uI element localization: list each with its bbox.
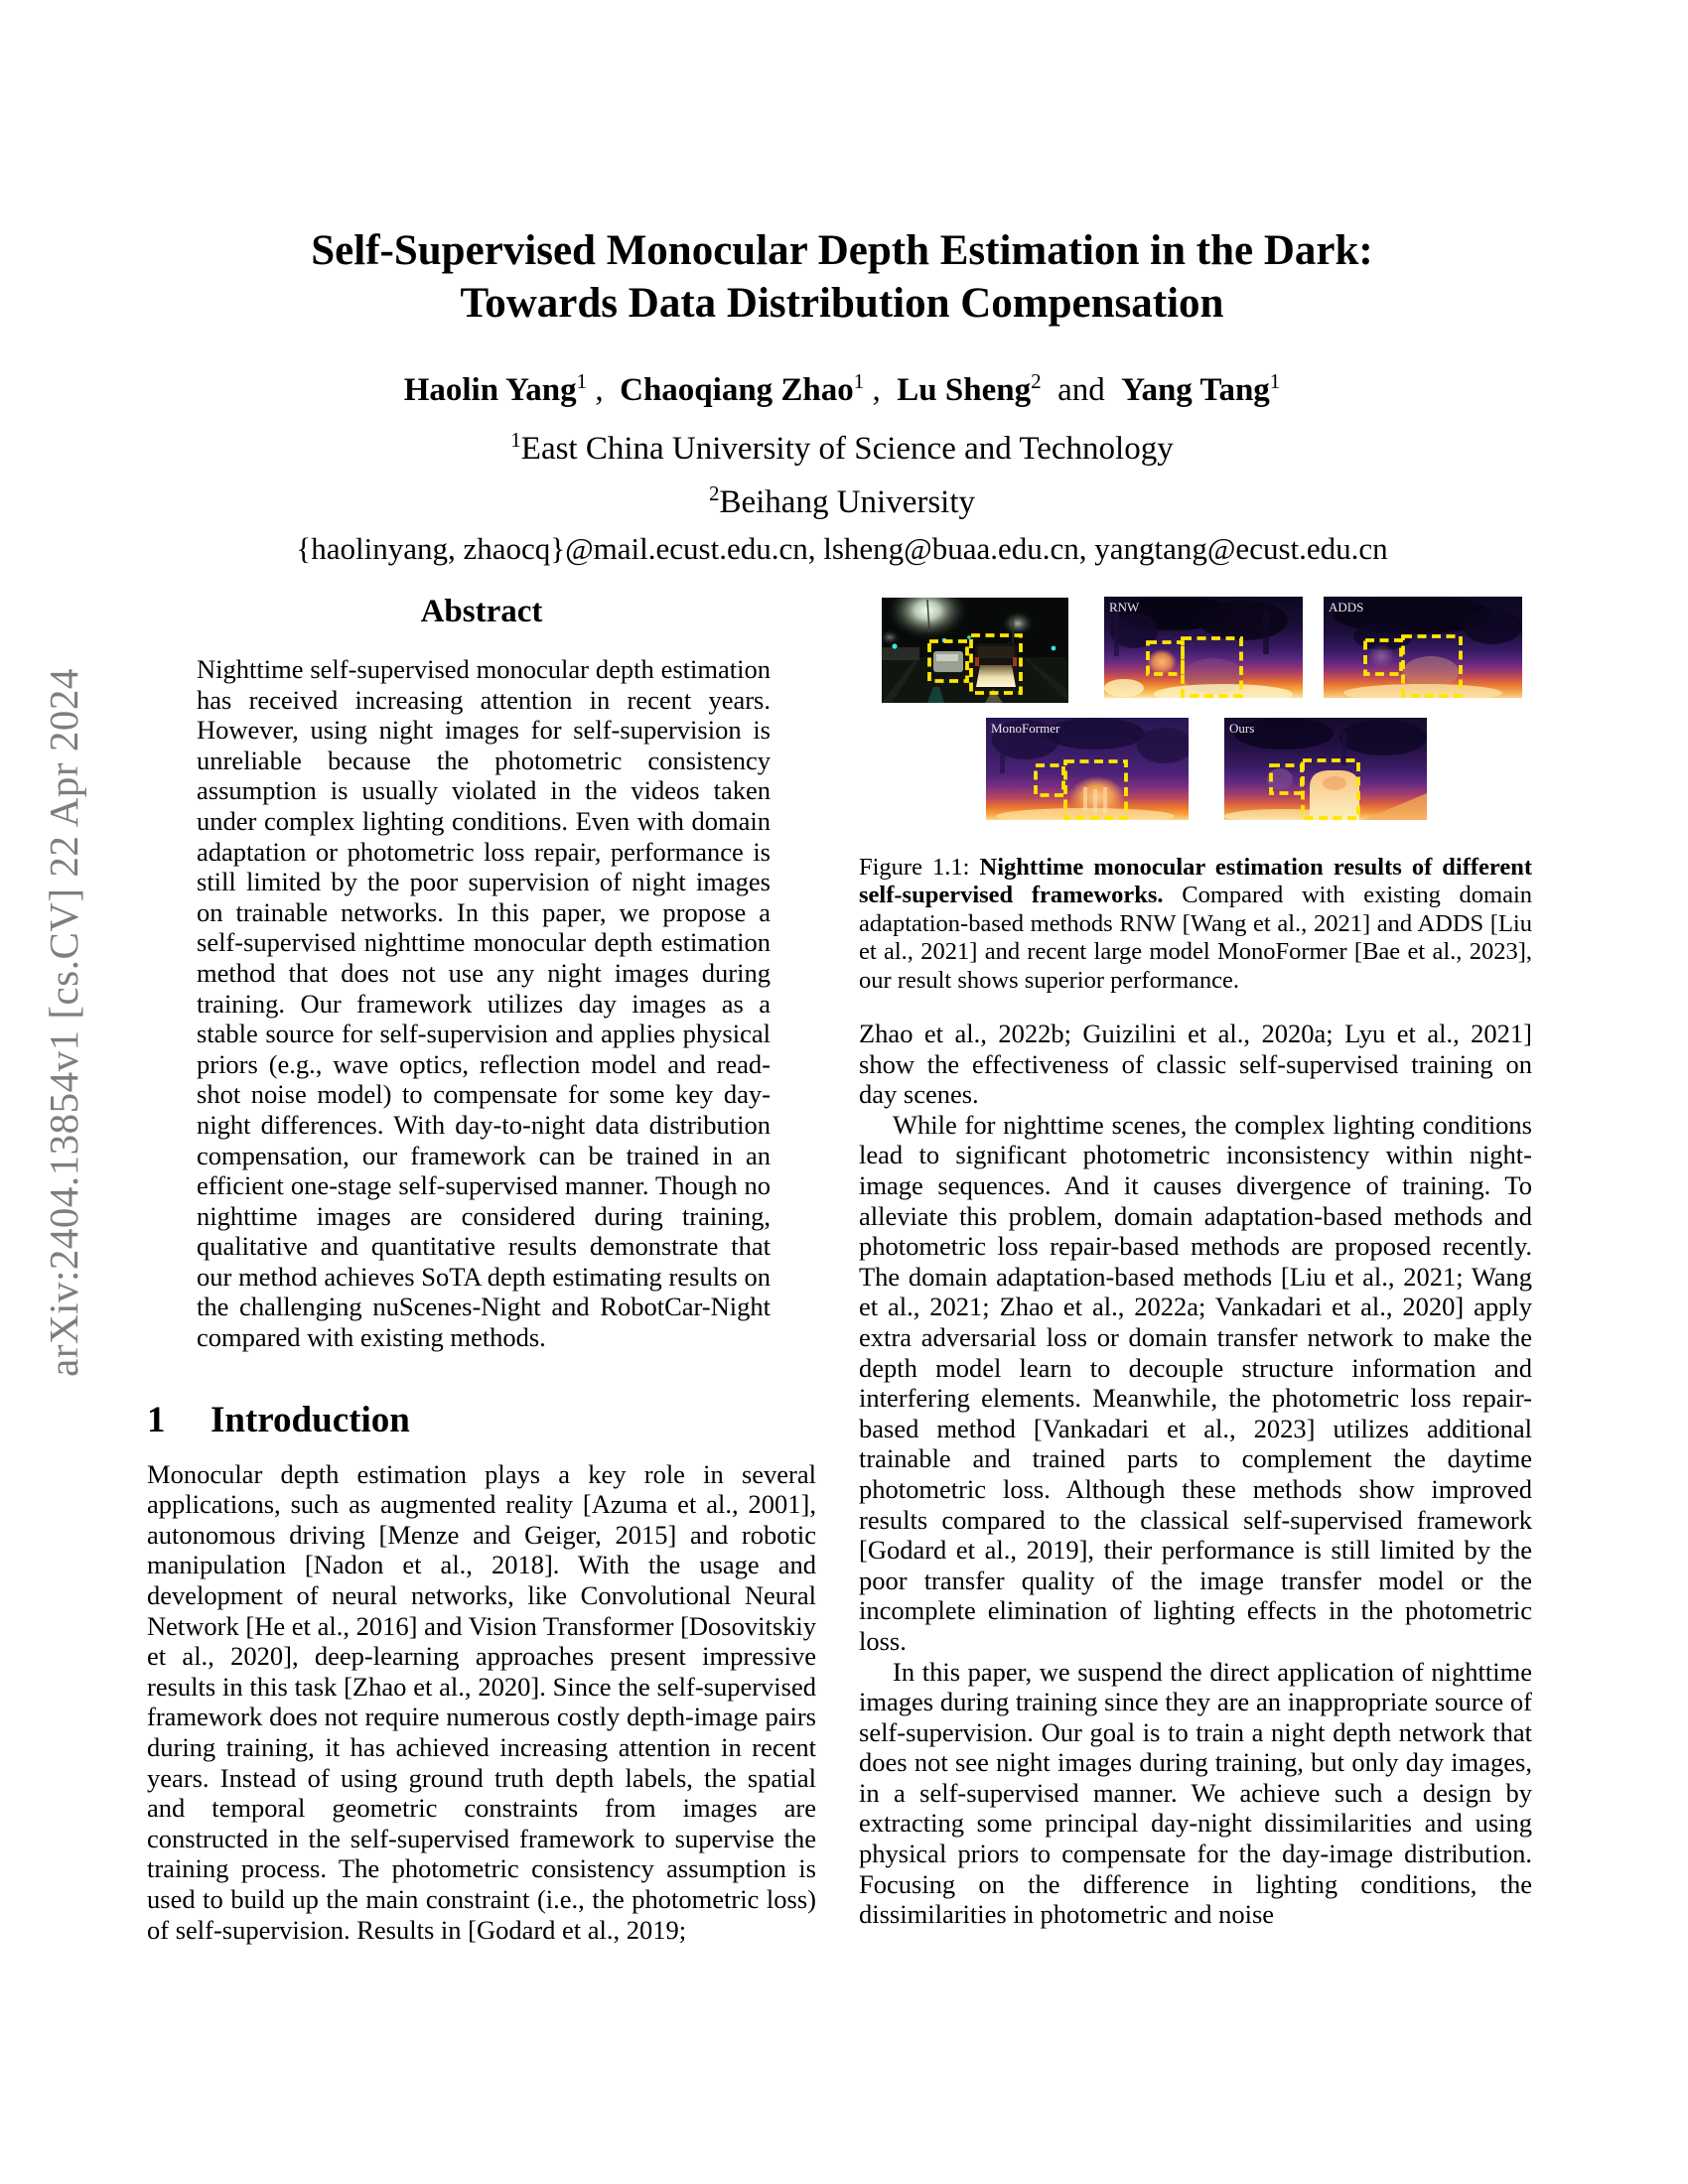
section-title: Introduction (211, 1399, 410, 1440)
depth-map-rnw (1104, 597, 1303, 698)
affiliation-list (149, 418, 1535, 525)
figure-caption (859, 854, 1532, 995)
depth-map-label-adds: ADDS (1329, 600, 1364, 614)
author-list (149, 359, 1535, 412)
abstract-heading: Abstract (420, 594, 543, 629)
paper-title (149, 224, 1535, 330)
author: Yang Tang$^1$ (1121, 369, 1281, 408)
body-paragraph: Zhao et al., 2022b; Guizilini et al., 2020a; Lyu et al., 2021] show the effectiveness of classic self-supervised training on day scenes. (859, 1019, 1532, 1110)
affiliation: $^2$Beihang University (708, 481, 976, 520)
left-column (147, 594, 816, 1945)
author: Chaoqiang Zhao$^1$ , (620, 369, 898, 408)
section-number: 1 (147, 1399, 166, 1440)
paper-title-line1: Self-Supervised Monocular Depth Estimation in the Dark: (311, 227, 1373, 274)
paper-title-line2: Towards Data Distribution Compensation (460, 280, 1224, 327)
depth-map-ours (1224, 718, 1427, 820)
section-heading-introduction (147, 1399, 816, 1441)
right-column (859, 591, 1532, 1930)
email-line: {haolinyang, zhaocq}@mail.ecust.edu.cn, lsheng@buaa.edu.cn, yangtang@ecust.edu.cn (296, 531, 1388, 566)
body-paragraph: While for nighttime scenes, the complex lighting conditions lead to significant photometric inconsistency within night-image sequences. And it causes divergence of training. To alleviate this problem, domain adaptation-based methods and photometric loss repair-based methods are proposed recently. The domain adaptation-based methods [Liu et al., 2021; Wang et al., 2021; Zhao et al., 2022a; Vankadari et al., 2020] apply extra adversarial loss or domain transfer network to make the depth model learn to decouple structure information and interfering elements. Meanwhile, the photometric loss repair-based method [Vankadari et al., 2023] utilizes additional trainable and trained parts to complement the daytime photometric loss. Although these methods show improved results compared to the classical self-supervised framework [Godard et al., 2019], their performance is still limited by the poor transfer quality of the image transfer model or the incomplete elimination of lighting effects in the photometric loss. (859, 1109, 1532, 1656)
paper-header (149, 0, 1535, 571)
body-paragraph: In this paper, we suspend the direct application of nighttime images during training since they are an inappropriate source of self-supervision. Our goal is to train a night depth network that does not see night images during training, but only day images, in a self-supervised manner. We achieve such a design by extracting some principal day-night dissimilarities and using physical priors to compensate for the day-image distribution. Focusing on the difference in lighting conditions, the dissimilarities in photometric and noise (859, 1656, 1532, 1930)
figure-caption-prefix: Figure 1.1: (859, 854, 980, 881)
depth-map-label-ours: Ours (1229, 721, 1255, 736)
depth-map-adds (1324, 597, 1522, 698)
figure-1-1 (859, 591, 1532, 820)
author: Haolin Yang$^1$ , (403, 369, 621, 408)
depth-map-label-rnw: RNW (1109, 600, 1140, 614)
figure-caption-rest: Compared with existing domain adaptation-based methods RNW [Wang et al., 2021] and ADDS [Liu et al., 2021] and recent large model MonoFormer [Bae et al., 2023], our result shows superior performance. (859, 882, 1532, 994)
abstract-text: Nighttime self-supervised monocular depth estimation has received increasing attention in recent years. However, using night images for self-supervision is unreliable because the photometric consistency assumption is usually violated in the videos taken under complex lighting conditions. Even with domain adaptation or photometric loss repair, performance is still limited by the poor supervision of night images on trainable networks. In this paper, we propose a self-supervised nighttime monocular depth estimation method that does not use any night images during training. Our framework utilizes day images as a stable source for self-supervision and applies physical priors (e.g., wave optics, reflection model and read-shot noise model) to compensate for some key day-night differences. With day-to-night data distribution compensation, our framework can be trained in an efficient one-stage self-supervised manner. Though no nighttime images are considered during training, qualitative and quantitative results demonstrate that our method achieves SoTA depth estimating results on the challenging nuScenes-Night and RobotCar-Night compared with existing methods. (197, 654, 771, 1353)
affiliation: $^1$East China University of Science and Technology (510, 428, 1174, 467)
depth-map-label-monoformer: MonoFormer (991, 721, 1060, 736)
introduction-paragraph: Monocular depth estimation plays a key role in several applications, such as augmented reality [Azuma et al., 2001], autonomous driving [Menze and Geiger, 2015] and robotic manipulation [Nadon et al., 2018]. With the usage and development of neural networks, like Convolutional Neural Network [He et al., 2016] and Vision Transformer [Dosovitskiy et al., 2020], deep-learning approaches present impressive results in this task [Zhao et al., 2020]. Since the self-supervised framework does not require numerous costly depth-image pairs during training, it has achieved increasing attention in recent years. Instead of using ground truth depth labels, the spatial and temporal geometric constraints from images are constructed in the self-supervised framework to supervise the training process. The photometric consistency assumption is used to build up the main constraint (i.e., the photometric loss) of self-supervision. Results in [Godard et al., 2019; (147, 1458, 816, 1945)
night-street-photo (882, 598, 1068, 703)
figure-caption-bold: Nighttime monocular estimation results of different self-supervised frameworks. (859, 854, 1532, 909)
arxiv-sidebar-label: arXiv:2404.13854v1 [cs.CV] 22 Apr 2024 (41, 668, 86, 1377)
depth-map-monoformer (986, 718, 1189, 820)
author: Lu Sheng$^2$ and (897, 369, 1122, 408)
